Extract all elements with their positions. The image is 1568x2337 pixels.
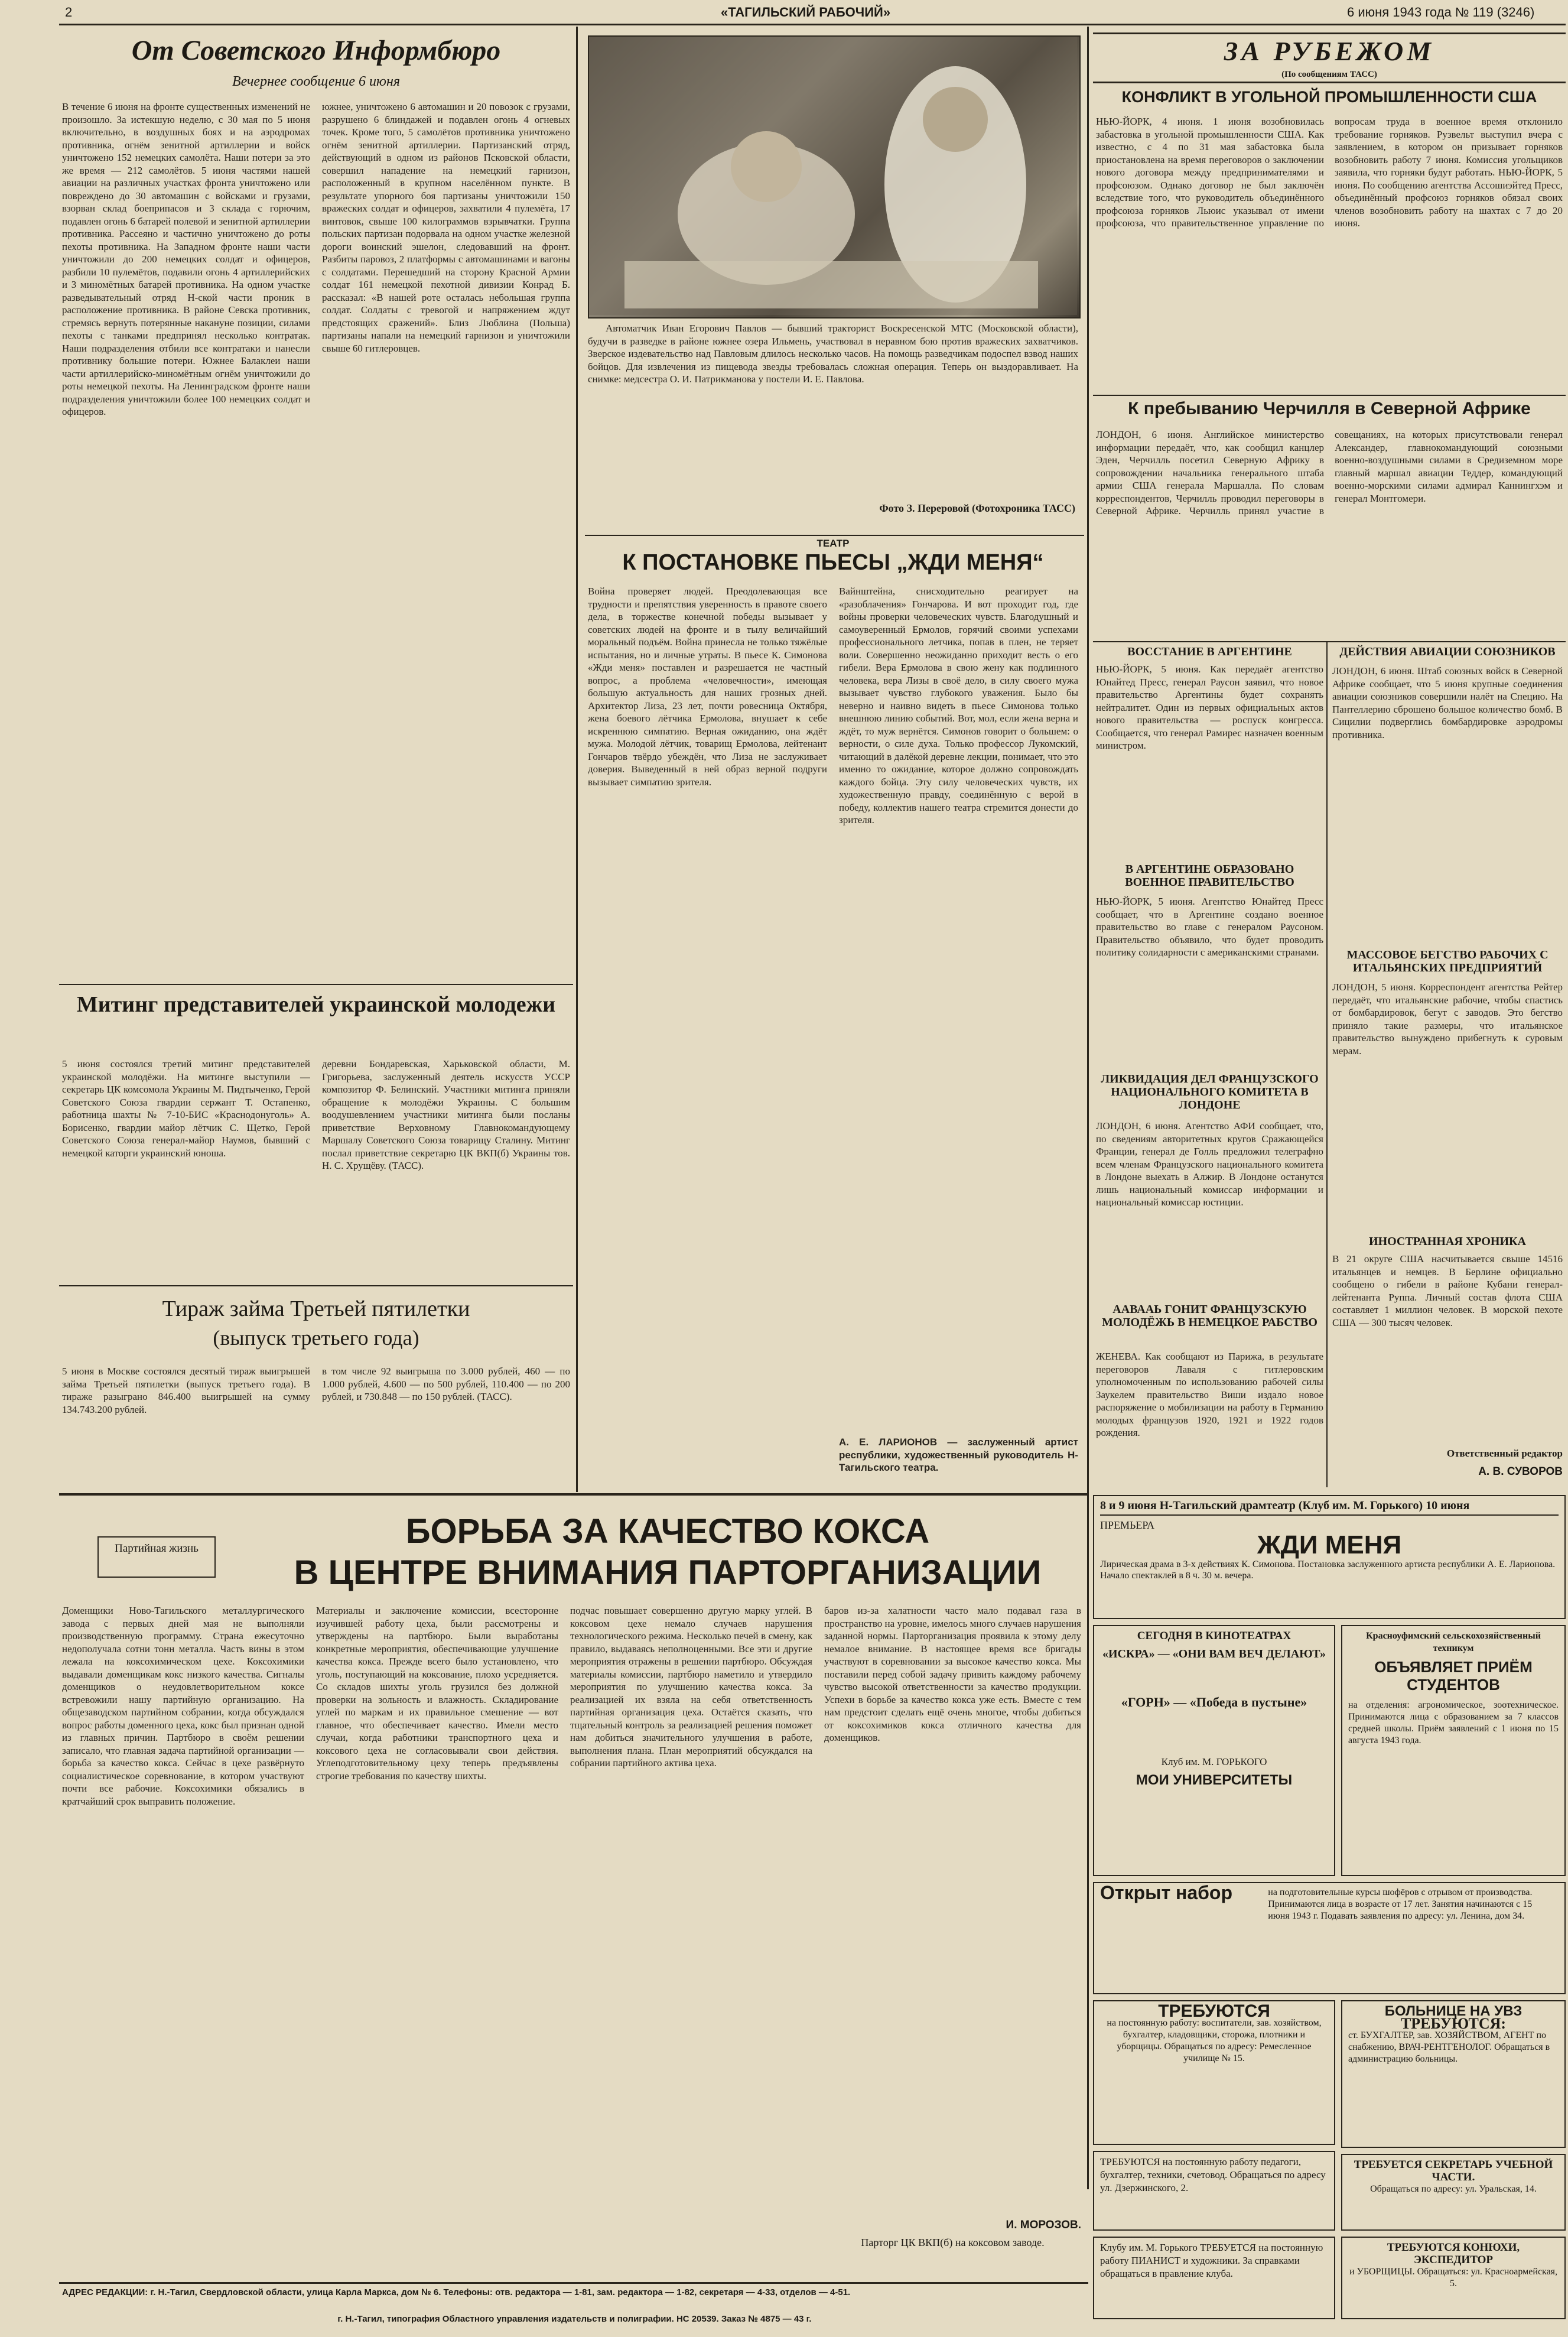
footer-address: АДРЕС РЕДАКЦИИ: г. Н.-Тагил, Свердловской области, улица Карла Маркса, дом № 6. Телефоны: отв. редактора — 1-81, зам. редактора — 1-82, секретаря — 4-33, отделов — 4-51. — [62, 2287, 851, 2297]
footer-rule — [59, 2282, 1088, 2284]
abroad-a8-text: ЛОНДОН, 5 июня. Корреспондент агентства Рейтер передаёт, что итальянские рабочие, чтобы спастись от бомбардировок, бегут с заводов. Это бегство приняло такие размеры, что итальянское правительство вынуждено прибегнуть к суровым мерам. — [1332, 981, 1563, 1057]
miting-col1: 5 июня состоялся третий митинг представителей украинской молодёжи. На митинге выступили — секретарь ЦК комсомола Украины М. Пидтыченко, Герой Советского Союза гвардии сержант Т. Остапенко, работница шахты № 7-10-БИС «Краснодонуголь» А. Борисенко, гвардии майор лётчик С. Щетко, Герой Советского Союза генерал-майор Наумов, бывший с немецкой каторги украинский юноша. — [62, 1058, 310, 1159]
miting-title: Митинг представителей украинской молодежи — [76, 992, 556, 1017]
theatre-ad-bar: 8 и 9 июня Н-Тагильский драмтеатр (Клуб им. М. Горького) 10 июня — [1100, 1500, 1559, 1516]
column-rule — [1087, 27, 1089, 2189]
abroad-a2-text: ЛОНДОН, 6 июня. Английское министерство информации передаёт, что, как сообщил канцлер Эден, Черчилль посетил Северную Африку в сопровождении начальника генерального штаба армии США генерала Маршалла. По словам корреспондентов, Черчилль проводил переговоры в Северной Африке. Черчилль принял участие в совещаниях, на которых присутствовали генерал Александер, главнокомандующий союзными военно-воздушными силами в Средиземном море главный маршал авиации Теддер, командующий военно-морскими силами адмирал Каннингхэм и генерал Монтгомери. — [1096, 429, 1563, 516]
technikum-ad — [1341, 1625, 1566, 1876]
job-ad — [1093, 2151, 1335, 2231]
grooms-ad — [1341, 2237, 1566, 2319]
hospital-photo — [588, 35, 1081, 318]
abroad-a7-title: ДЕЙСТВИЯ АВИАЦИИ СОЮЗНИКОВ — [1339, 645, 1556, 658]
abroad-a9-title: ИНОСТРАННАЯ ХРОНИКА — [1369, 1235, 1526, 1248]
issue-date: 6 июня 1943 года № 119 (3246) — [1347, 5, 1535, 19]
section-rule — [1093, 395, 1566, 396]
party-rubric: Партийная жизнь — [97, 1536, 216, 1578]
loan-col2: в том числе 92 выигрыша по 3.000 рублей, 460 — по 1.000 рублей, 4.600 — по 500 рублей, 110.400 — по 200 рублей, и 730.848 — по 150 рублей. (ТАСС). — [322, 1366, 570, 1402]
theatre-kicker: ТЕАТР — [816, 538, 850, 549]
sovinform-title: От Советского Информбюро — [131, 35, 501, 66]
cinema-iskra: «ИСКРА» — «ОНИ ВАМ ВЕЧ ДЕЛАЮТ» — [1102, 1647, 1326, 1660]
abroad-header: ЗА РУБЕЖОМ — [1224, 36, 1435, 66]
hospital-head: БОЛЬНИЦЕ НА УВЗ — [1384, 2003, 1523, 2019]
abroad-a6-text: ЖЕНЕВА. Как сообщают из Парижа, в результате переговоров Лаваля с гитлеровским уполномоченным по использованию рабочей силы Заукелем правительство Виши издало новое распоряжение о мобилизации на работу в Германию молодых французов 1920, 1921 и 1922 годов рождения. — [1096, 1351, 1323, 1438]
secretary-head: ТРЕБУЕТСЯ СЕКРЕТАРЬ УЧЕБНОЙ ЧАСТИ. — [1354, 2159, 1553, 2183]
school-ad — [1093, 2000, 1335, 2145]
photo-credit: Фото З. Переровой (Фотохроника ТАСС) — [879, 502, 1075, 514]
courses-ad — [1093, 1882, 1566, 1994]
masthead-rule — [59, 24, 1566, 25]
courses-head: Открыт набор — [1100, 1882, 1232, 1903]
miting-col2: деревни Бондаревская, Харьковской области, М. Григорьева, заслуженный деятель искусств УССР композитор Ф. Белинский. Участники митинга приняли обращение к молодёжи Украины. С большим воодушевлением участники митинга были посланы приветствие Верховному Главнокомандующему Маршалу Советского Союза товарищу Сталину. Митинг послал приветствие секретарю ЦК ВКП(б) Украины тов. Н. С. Хрущёву. (ТАСС). — [322, 1058, 570, 1171]
theatre-ad-premiere: ПРЕМЬЕРА — [1100, 1519, 1155, 1531]
abroad-a8-title: МАССОВОЕ БЕГСТВО РАБОЧИХ С ИТАЛЬЯНСКИХ ПРЕДПРИЯТИЙ — [1346, 948, 1549, 974]
abroad-a9-text: В 21 округе США насчитывается свыше 14516 итальянцев и немцев. В Берлине официально сообщено о гибели в районе Кубани генерал-лейтенанта Руппа. Личный состав флота США составляет 1 миллион человек. В морской пехоте США — 300 тысяч человек. — [1332, 1253, 1563, 1328]
paper-name: «ТАГИЛЬСКИЙ РАБОЧИЙ» — [721, 5, 891, 19]
theatre-ad — [1093, 1495, 1566, 1619]
technikum-text: на отделения: агрономическое, зоотехническое. Принимаются лица с образованием за 7 классов средней школы. Приём заявлений с 1 июня по 15 августа 1943 года. — [1348, 1700, 1559, 1746]
cinema-ad — [1093, 1625, 1335, 1876]
abroad-a3-title: ВОССТАНИЕ В АРГЕНТИНЕ — [1127, 645, 1292, 658]
party-signature: И. МОРОЗОВ. — [1006, 2219, 1081, 2231]
sovinform-col2: южнее, уничтожено 6 автомашин и 20 повозок с грузами, разрушено 6 блиндажей и подавлен огонь 4 огневых точек. Кроме того, 5 самолётов противника уничтожено огнём зенитной артиллерии. Партизанский отряд, действующий в одном из районов Псковской области, совершил нападение на немецкий гарнизон, расположенный в крупном населённом пункте. В результате упорного боя партизаны уничтожили 150 вражеских солдат и офицеров, захватили 4 пулемёта, 17 винтовок, свыше 100 килограммов взрывчатки. Группа польских партизан подорвала на одном участке железной дороги воинский эшелон, следовавший на фронт. Разбиты паровоз, 2 платформы с автомашинами и вагоны с солдатами. Перешедший на сторону Красной Армии солдат 161 немецкой пехотной дивизии Конрад Б. рассказал: «В нашей роте осталась небольшая группа солдат. Солдаты с тревогой и напряжением ждут предстоящих сражений». Близ Люблина (Польша) партизаны напали на немецкий гарнизон и уничтожили свыше 60 гитлеровцев. — [322, 101, 570, 354]
footer-printer: г. Н.-Тагил, типография Областного управления издательств и полиграфии. НС 20539. Заказ № 4875 — 43 г. — [337, 2314, 812, 2324]
party-col4: баров из-за халатности часто мало подавал газа в пространство на уровне, имелось много случаев нарушения заданной нормы. Парторганизация проявила к этому делу немалое внимание. В настоящее время все бригады участвуют в соревновании за высокое качество кокса. Мы поставили перед собой задачу привить каждому рабочему чувство высокой ответственности за качество продукции. Успехи в борьбе за качество кокса уже есть. Вместе с тем нам предстоит сделать ещё очень многое, чтобы добиться от коксохимиков кокса отличного качества для доменщиков. — [824, 1605, 1081, 1743]
school-head: ТРЕБУЮТСЯ — [1158, 2001, 1270, 2021]
abroad-a5-title: ЛИКВИДАЦИЯ ДЕЛ ФРАНЦУЗСКОГО НАЦИОНАЛЬНОГО КОМИТЕТА В ЛОНДОНЕ — [1101, 1072, 1319, 1111]
theatre-signature: А. Е. ЛАРИОНОВ — заслуженный артист республики, художественный руководитель Н-Тагильского театра. — [839, 1436, 1078, 1473]
theatre-ad-play: ЖДИ МЕНЯ — [1257, 1530, 1402, 1559]
abroad-a3-text: НЬЮ-ЙОРК, 5 июня. Как передаёт агентство Юнайтед Пресс, генерал Раусон заявил, что новое правительство Аргентины будет сохранять нейтралитет. Один из первых официальных актов нового правительства — роспуск конгресса. Сообщается, что генерал Рамирес назначен военным министром. — [1096, 664, 1323, 751]
hospital-ad — [1341, 2000, 1566, 2148]
theatre-col2: Вайнштейна, снисходительно реагирует на «разоблачения» Гончарова. И вот проходит год, где войны проверки человеческих чувств. Благодушный и самоуверенный Ермолов, горячий своими успехами профессионального летчика, попав в плен, не теряет воли. Совершенно неожиданно приходит весть о его гибели. Вера Ермолова в свою жену как подлинного человека, вера Лизы в своё дело, в силу своего мужа вызывает чувство глубокого уважения. Было бы неверно и наивно видеть в пьесе Симонова только внешнюю линию событий. Вот, мол, если жена верна и ждёт, то муж вернётся. Симонов говорит о большем: о верности, о силе духа. Только профессор Лукомский, читающий в далёкой деревне лекции, понимает, что это именно то ожидание, которое должно сопровождать каждого бойца. Эту силу человеческих чувств, их художественную правду, соединённую с верой в победу, коллектив нашего театра стремится донести до зрителя. — [839, 586, 1078, 825]
hospital-sub: ТРЕБУЮТСЯ: — [1400, 2015, 1507, 2032]
section-rule — [585, 535, 1084, 536]
column-rule — [1326, 642, 1328, 1487]
party-col3: подчас повышает совершенно другую марку углей. В коксовом цехе немало случаев нарушения технологического режима. Несколько печей в смену, как правило, выдаваясь неполноценными. Все эти и другие мероприятия отражены в решении партбюро. Обсуждая материалы комиссии, партбюро наметило и утвердило мероприятия по улучшению качества кокса. За реализацией их взяла на себя ответственность партийная организация цеха. Остаётся сказать, что тщательный контроль за реализацией решения поможет нам добиться значительного улучшения в работе, выполнения плана. План мероприятий обсуждался на собрании партийного актива цеха. — [570, 1605, 812, 1769]
abroad-a7-text: ЛОНДОН, 6 июня. Штаб союзных войск в Северной Африке сообщает, что 5 июня крупные соединения авиации союзников совершили налёт на Специю. На Пантеллерию сброшено большое количество бомб. В Сицилии подверглись бомбардировке аэродромы противника. — [1332, 665, 1563, 740]
sovinform-col1: В течение 6 июня на фронте существенных изменений не произошло. За истекшую неделю, с 30 мая по 5 июня включительно, в воздушных боях и на аэродромах противника, огнём зенитной артиллерии и войск уничтожено 152 немецких самолёта. Наши потери за это же время — 212 самолётов. 5 июня частями нашей авиации на различных участках фронта уничтожено или повреждено до 30 автомашин с войсками и грузами, взорван склад боеприпасов и 3 склада с горючим, подавлен огонь 6 батарей полевой и зенитной артиллерии противника. Рассеяно и частично уничтожено до роты пехоты противника. На Западном фронте наши части уничтожили до 200 немецких солдат и офицеров, разбили 10 пулемётов, подавили огонь 4 артиллерийских и 3 миномётных батарей противника. На одном участке разведывательный отряд Н-ской части проник в расположение противника. В районе Севска противник, стремясь вернуть потерянные накануне позиции, силами пехоты с танками предпринял несколько контратак. Наши подразделения отбили все контратаки и нанесли противнику большие потери. Южнее Балаклеи наши части артиллерийско-миномётным огнём уничтожили до роты немецкой пехоты. На Ленинградском фронте наши подразделения уничтожили более 100 немецких солдат и офицеров. — [62, 101, 310, 417]
loan-title: Тираж займа Третьей пятилетки — [162, 1296, 470, 1321]
hospital-text: ст. БУХГАЛТЕР, зав. ХОЗЯЙСТВОМ, АГЕНТ по снабжению, ВРАЧ-РЕНТГЕНОЛОГ. Обращаться в администрацию больницы. — [1348, 2030, 1550, 2064]
column-rule — [576, 27, 578, 1492]
section-rule — [1093, 641, 1566, 642]
abroad-a1-text: НЬЮ-ЙОРК, 4 июня. 1 июня возобновилась забастовка в угольной промышленности США. Как известно, с 4 по 31 мая забастовка была приостановлена на время переговоров о заключении нового договора между предпринимателями и профсоюзом. Однако договор не был заключён вследствие того, что руководитель объединённого профсоюза горняков Льюис указывал от имени профсоюза, что правительственное управление по вопросам труда в военное время отклонило требование горняков. Рузвельт выступил вчера с заявлением, в котором он призывает горняков возобновить работу 7 июня. Комиссия угольщиков заявила, что горняки будут работать. НЬЮ-ЙОРК, 5 июня. По сообщению агентства Ассошиэйтед Пресс, объединённый профсоюз горняков обязал своих членов возобновить работу на шахтах с 7 до 20 июня. — [1096, 116, 1563, 229]
party-signature-role: Парторг ЦК ВКП(б) на коксовом заводе. — [861, 2237, 1045, 2248]
club-text: Клубу им. М. Горького ТРЕБУЕТСЯ на постоянную работу ПИАНИСТ и художники. За справками обращаться в правление клуба. — [1100, 2242, 1323, 2279]
editor-name: А. В. СУВОРОВ — [1478, 1465, 1563, 1478]
loan-col1: 5 июня в Москве состоялся десятый тираж выигрышей займа Третьей пятилетки (выпуск третьего года). В тираже разыграно 846.400 выигрышей на сумму 134.743.200 рублей. — [62, 1366, 310, 1415]
technikum-name: Красноуфимский сельскохозяйственный техникум — [1366, 1631, 1541, 1653]
abroad-a4-title: В АРГЕНТИНЕ ОБРАЗОВАНО ВОЕННОЕ ПРАВИТЕЛЬСТВО — [1125, 863, 1294, 889]
photo-caption: Автоматчик Иван Егорович Павлов — бывший тракторист Воскресенской МТС (Московской области), будучи в разведке в районе южнее озера Ильмень, участвовал в неравном бою против вражеских захватчиков. Зверское издевательство над Павловым длилось несколько часов. На помощь разведчикам подоспел взвод наших бойцов. Для извлечения из пищевода звезды требовалась сложная операция. Теперь он выздоравливает. На снимке: медсестра О. И. Патрикманова у постели И. Е. Павлова. — [588, 323, 1078, 385]
courses-text: на подготовительные курсы шофёров с отрывом от производства. Принимаются лица в возрасте от 17 лет. Занятия начинаются с 15 июня 1943 г. Подавать заявления по адресу: ул. Ленина, дом 34. — [1268, 1887, 1533, 1921]
page-number: 2 — [65, 5, 73, 19]
section-rule — [59, 1493, 1088, 1496]
abroad-a6-title: ААВААЬ ГОНИТ ФРАНЦУЗСКУЮ МОЛОДЁЖЬ В НЕМЕЦКОЕ РАБСТВО — [1102, 1303, 1317, 1329]
photo-illustration — [589, 37, 1077, 315]
abroad-a5-text: ЛОНДОН, 6 июня. Агентство АФИ сообщает, что, по сведениям авторитетных кругов Сражающейся Франции, генерал де Голль предложил телеграфно всем членам Французского национального комитета в Лондоне выехать в Алжир. В Лондоне останутся лишь национальный комиссар информации и национальный комиссар юстиции. — [1096, 1120, 1323, 1208]
secretary-text: Обращаться по адресу: ул. Уральская, 14. — [1370, 2184, 1537, 2194]
abroad-a1-title: КОНФЛИКТ В УГОЛЬНОЙ ПРОМЫШЛЕННОСТИ США — [1121, 88, 1537, 106]
section-rule — [59, 1285, 573, 1286]
abroad-sub: (По сообщениям ТАСС) — [1281, 70, 1377, 79]
secretary-ad — [1341, 2154, 1566, 2231]
abroad-a2-title: К пребыванию Черчилля в Северной Африке — [1128, 399, 1531, 418]
grooms-text: и УБОРЩИЦЫ. Обращаться: ул. Красноармейская, 5. — [1349, 2267, 1558, 2289]
theatre-ad-note: Лирическая драма в 3-х действиях К. Симонова. Постановка заслуженного артиста республики А. Е. Ларионова. Начало спектаклей в 8 ч. 30 м. вечера. — [1100, 1559, 1556, 1581]
cinema-film: МОИ УНИВЕРСИТЕТЫ — [1136, 1772, 1293, 1788]
cinema-gorn: «ГОРН» — «Победа в пустыне» — [1121, 1695, 1307, 1709]
sovinform-subtitle: Вечернее сообщение 6 июня — [232, 74, 401, 89]
theatre-col1: Война проверяет людей. Преодолевающая все трудности и препятствия уверенность в правоте своего дела, в торжестве конечной победы вызывает у советских людей на фронте и в тылу величайший моральный подъём. Война принесла не только тяжёлые испытания, но и личные утраты. В пьесе К. Симонова «Жди меня» поставлен и разрешается не частный вопрос, а проблема «человечности», имеющая большую актуальность для наших грозных дней. Архитектор Лиза, 23 лет, почти ровесница Октября, жена боевого лётчика Ермолова, внушает к себе искреннюю симпатию. Верная ожиданию, она ждёт мужа. Молодой лётчик, товарищ Ермолова, лейтенант Гончаров твёрдо убеждён, что Лиза не заслуживает доверия. Выведенный в ней образ верной подруги вызывает симпатию зрителя. — [588, 586, 827, 788]
loan-subtitle: (выпуск третьего года) — [213, 1326, 419, 1350]
party-title-1: БОРЬБА ЗА КАЧЕСТВО КОКСА — [405, 1512, 930, 1551]
party-col1: Доменщики Ново-Тагильского металлургического завода с первых дней мая не выполняли производственную программу. Страна ежесуточно недополучала сотни тонн металла. Часть вины в этом лежала на коксохимическом цехе. Коксохимики выдавали доменщикам кокс низкого качества. Сигналы доменщиков о неудовлетворительном коксе встревожили нашу партийную организацию. На общезаводском партийном собрании, когда обсуждался вопрос работы доменного цеха, кокс был признан одной из главных причин. Партбюро в своём решении записало, что главная задача партийной организации — борьба за качество кокса. Сейчас в цехе развёрнуто социалистическое соревнование, в котором участвуют почти все рабочие. Коксохимики обязались в кратчайший срок выправить положение. — [62, 1605, 304, 1807]
party-title-2: В ЦЕНТРЕ ВНИМАНИЯ ПАРТОРГАНИЗАЦИИ — [294, 1553, 1042, 1592]
party-col2: Материалы и заключение комиссии, всесторонне изучившей работу цеха, были рассмотрены и утверждены на партбюро. Были выработаны конкретные мероприятия, обеспечивающие улучшение качества кокса. Прежде всего было установлено, что уголь, поступающий на коксование, плохо усредняется. Со складов шихты уголь грузился без должной проверки на зольность и влажность. Складирование углей по маркам и их правильное смешение — вот главное, что обеспечивает качество. Имели место случаи, когда работники транспортного цеха и коксового цеха не согласовывали свои действия. Углеподготовительному цеху теперь предъявлены строгие требования по качеству шихты. — [316, 1605, 558, 1782]
cinema-head: СЕГОДНЯ В КИНОТЕАТРАХ — [1137, 1630, 1292, 1642]
club-ad — [1093, 2237, 1335, 2319]
editor-label: Ответственный редактор — [1446, 1448, 1563, 1459]
abroad-a4-text: НЬЮ-ЙОРК, 5 июня. Агентство Юнайтед Пресс сообщает, что в Аргентине создано военное правительство во главе с генералом Раусоном. Правительство объявило, что будет проводить политику солидарности с американскими странами. — [1096, 896, 1323, 958]
school-text: на постоянную работу: воспитатели, зав. хозяйством, бухгалтер, кладовщики, сторожа, плотники и уборщицы. Обращаться по адресу: Ремесленное училище № 15. — [1107, 2018, 1322, 2063]
cinema-club: Клуб им. М. ГОРЬКОГО — [1161, 1756, 1267, 1767]
grooms-head: ТРЕБУЮТСЯ КОНЮХИ, ЭКСПЕДИТОР — [1387, 2241, 1520, 2266]
section-rule — [59, 984, 573, 985]
theatre-title: К ПОСТАНОВКЕ ПЬЕСЫ „ЖДИ МЕНЯ“ — [622, 550, 1044, 575]
job-text: ТРЕБУЮТСЯ на постоянную работу педагоги, бухгалтер, техники, счетовод. Обращаться по адресу ул. Дзержинского, 2. — [1100, 2156, 1326, 2193]
technikum-head: ОБЪЯВЛЯЕТ ПРИЁМ СТУДЕНТОВ — [1374, 1658, 1533, 1694]
